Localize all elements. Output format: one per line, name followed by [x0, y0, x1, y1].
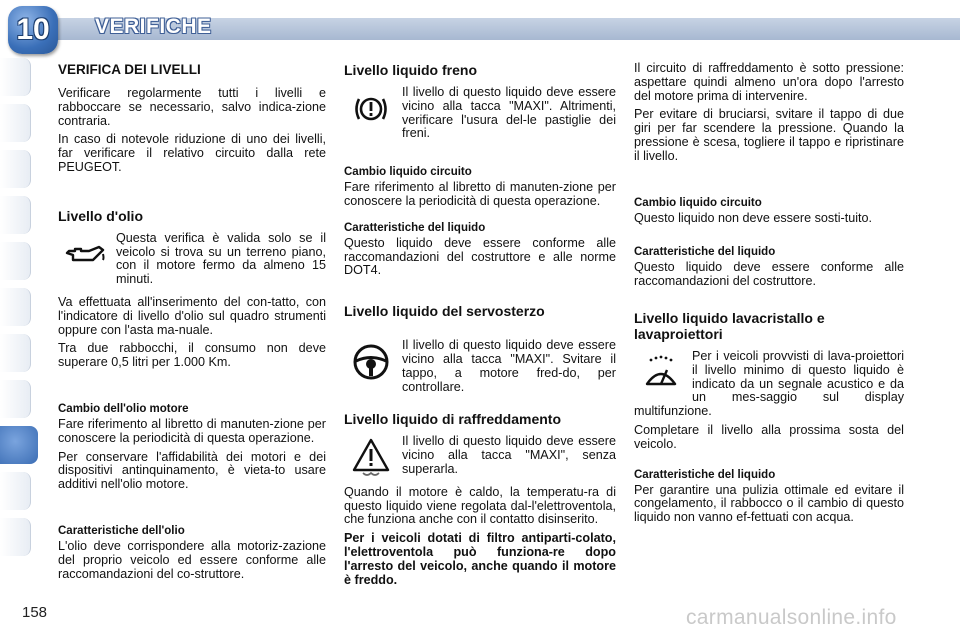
washer-paragraph: Per i veicoli provvisti di lava-proiettori il livello minimo di questo liquido è indicato da un segnale acustico e da un mes-saggio sul display multifunzione.: [634, 348, 904, 419]
side-tab[interactable]: [0, 334, 31, 372]
column-3: [634, 58, 904, 530]
oil-level-block: [58, 232, 326, 292]
coolant-paragraph: Per evitare di bruciarsi, svitare il tappo di due giri per far scendere la pressione. Quando la pressione è scesa, togliere il tappo e ripristinare il livello.: [634, 107, 904, 163]
oil-change-heading: Cambio dell'olio motore: [58, 402, 189, 415]
oil-spec-paragraph: L'olio deve corrispondere alla motoriz-zazione del proprio veicolo ed essere conforme alle raccomandazioni del co-struttore.: [58, 538, 326, 581]
watermark: carmanualsonline.info: [686, 606, 897, 629]
side-tab[interactable]: [0, 58, 31, 96]
coolant-change-heading: Cambio liquido circuito: [634, 196, 762, 209]
page-title: VERIFICHE: [95, 15, 212, 38]
coolant-heading: Livello liquido di raffreddamento: [344, 411, 562, 428]
steering-paragraph: Il livello di questo liquido deve essere vicino alla tacca "MAXI". Svitare il tappo, a motore fred-do, per controllare.: [402, 339, 616, 394]
washer-spec-paragraph: Per garantire una pulizia ottimale ed evitare il congelamento, il rabbocco o il cambio di questo liquido non vanno ef-fettuati con acqua.: [634, 482, 904, 525]
column-2: [344, 58, 616, 592]
column-1: [58, 58, 326, 586]
coolant-warning-icon: [348, 437, 394, 479]
side-tab[interactable]: [0, 150, 31, 188]
brake-spec-heading: Caratteristiche del liquido: [344, 221, 486, 234]
coolant-spec-paragraph: Questo liquido deve essere conforme alle raccomandazioni del costruttore.: [634, 260, 904, 289]
oil-paragraph: Questa verifica è valida solo se il veicolo si trova su un terreno piano, con il motore fermo da almeno 15 minuti.: [116, 231, 326, 287]
oil-paragraph: Tra due rabbocchi, il consumo non deve superare 0,5 litri per 1.000 Km.: [58, 341, 326, 370]
steering-heading: Livello liquido del servosterzo: [344, 303, 545, 320]
chapter-number: 10: [16, 13, 50, 46]
brake-warning-icon: [348, 88, 394, 130]
brake-block: [344, 86, 616, 146]
side-tab[interactable]: [0, 380, 31, 418]
side-tab-active[interactable]: [0, 426, 38, 464]
washer-spec-heading: Caratteristiche del liquido: [634, 468, 776, 481]
oil-can-icon: [62, 234, 108, 276]
side-tab[interactable]: [0, 104, 31, 142]
coolant-block: [344, 435, 616, 481]
brake-paragraph: Il livello di questo liquido deve essere vicino alla tacca "MAXI". Altrimenti, verificare l'usura del-le pastiglie dei freni.: [402, 86, 616, 141]
side-tab[interactable]: [0, 518, 31, 556]
coolant-paragraph: Quando il motore è caldo, la temperatu-ra di questo liquido viene regolata dal-l'elettroventola, che funziona anche con il contatto disinserito.: [344, 484, 616, 527]
brake-heading: Livello liquido freno: [344, 62, 477, 78]
side-tab[interactable]: [0, 196, 31, 234]
intro-paragraph: Verificare regolarmente tutti i livelli e rabboccare se necessario, salvo indica-zione contraria.: [58, 86, 326, 128]
page-number: 158: [22, 604, 48, 621]
steering-block: [344, 339, 616, 399]
washer-heading: Livello liquido lavacristallo e lavaproiettori: [634, 309, 825, 342]
side-tab[interactable]: [0, 242, 31, 280]
oil-spec-heading: Caratteristiche dell'olio: [58, 524, 185, 537]
coolant-paragraph: Il livello di questo liquido deve essere vicino alla tacca "MAXI", senza superarla.: [402, 435, 616, 476]
oil-paragraph: Va effettuata all'inserimento del con-tatto, con l'indicatore di livello d'olio sul quadro strumenti oppure con l'asta ma-nuale.: [58, 294, 326, 337]
washer-icon: [638, 352, 684, 394]
chapter-badge: [8, 6, 58, 54]
coolant-spec-heading: Caratteristiche del liquido: [634, 246, 776, 259]
coolant-change-paragraph: Questo liquido non deve essere sosti-tuito.: [634, 210, 873, 225]
washer-block: [634, 350, 904, 419]
section-title: VERIFICA DEI LIVELLI: [58, 62, 201, 77]
coolant-paragraph: Il circuito di raffreddamento è sotto pressione: aspettare quindi almeno un'ora dopo l'arresto del motore prima di intervenire.: [634, 61, 904, 103]
side-tab[interactable]: [0, 288, 31, 326]
brake-spec-paragraph: Questo liquido deve essere conforme alle raccomandazioni del costruttore e alle norme DOT4.: [344, 235, 616, 278]
steering-wheel-icon: [348, 341, 394, 383]
coolant-warning-paragraph: Per i veicoli dotati di filtro antiparti-colato, l'elettroventola può funziona-re dopo l'arresto del veicolo, anche quando il motore è freddo.: [344, 531, 616, 587]
brake-change-heading: Cambio liquido circuito: [344, 166, 472, 179]
side-tabs: [0, 58, 46, 564]
side-tab[interactable]: [0, 472, 31, 510]
oil-level-heading: Livello d'olio: [58, 207, 143, 224]
intro-paragraph: In caso di notevole riduzione di uno dei livelli, far verificare il relativo circuito dalla rete PEUGEOT.: [58, 132, 326, 174]
oil-change-paragraph: Per conservare l'affidabilità dei motori e dei dispositivi antinquinamento, è vieta-to usare additivi nell'olio motore.: [58, 449, 326, 492]
oil-change-paragraph: Fare riferimento al libretto di manuten-zione per conoscere la periodicità di questa operazione.: [58, 416, 326, 445]
washer-paragraph: Completare il livello alla prossima sosta del veicolo.: [634, 422, 904, 451]
brake-change-paragraph: Fare riferimento al libretto di manuten-zione per conoscere la periodicità di questa operazione.: [344, 180, 616, 208]
